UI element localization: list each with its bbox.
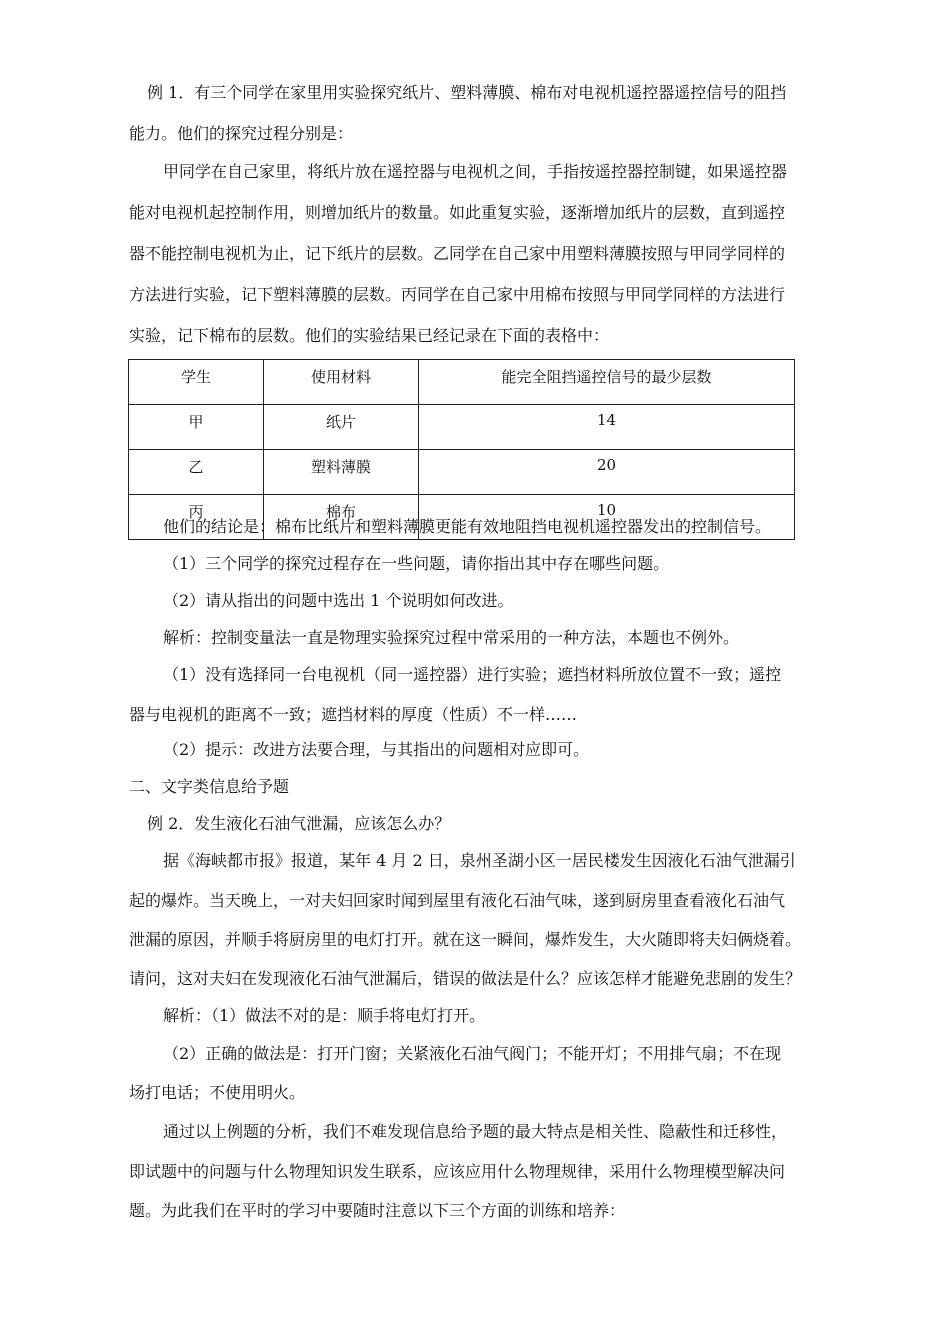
example2-paragraph-line2: 起的爆炸。当天晚上，一对夫妇回家时闻到屋里有液化石油气味，遂到厨房里查看液化石油气 [129,891,786,910]
table-header-cell: 学生 [129,360,264,405]
table-header-cell: 使用材料 [264,360,419,405]
example1-analysis: 解析：控制变量法一直是物理实验探究过程中常采用的一种方法，本题也不例外。 [163,628,740,647]
example2-answer1: 解析：（1）做法不对的是：顺手将电灯打开。 [163,1006,486,1025]
table-cell: 塑料薄膜 [264,450,419,495]
summary-line3: 题。为此我们在平时的学习中要随时注意以下三个方面的训练和培养： [129,1201,626,1220]
results-table [128,359,795,540]
example1-paragraph-line3: 器不能控制电视机为止，记下纸片的层数。乙同学在自己家中用塑料薄膜按照与甲同学同样的 [129,244,786,263]
example1-answer1-line2: 器与电视机的距离不一致；遮挡材料的厚度（性质）不一样…… [129,705,578,724]
table-cell: 甲 [129,405,264,450]
table-cell: 纸片 [264,405,419,450]
table-cell: 10 [419,495,795,540]
example2-answer2-line1: （2）正确的做法是：打开门窗；关紧液化石油气阀门；不能开灯；不用排气扇；不在现 [163,1044,782,1063]
table-header-row [129,360,795,405]
example1-answer2: （2）提示：改进方法要合理，与其指出的问题相对应即可。 [163,740,590,759]
example1-paragraph-line2: 能对电视机起控制作用，则增加纸片的数量。如此重复实验，逐渐增加纸片的层数，直到遥控 [129,203,786,222]
example1-conclusion: 他们的结论是：棉布比纸片和塑料薄膜更能有效地阻挡电视机遥控器发出的控制信号。 [163,517,772,536]
table-cell: 丙 [129,495,264,540]
table-header-cell: 能完全阻挡遥控信号的最少层数 [419,360,795,405]
example1-paragraph-line1: 甲同学在自己家里，将纸片放在遥控器与电视机之间，手指按遥控器控制键，如果遥控器 [163,162,788,181]
summary-line2: 即试题中的问题与什么物理知识发生联系，应该应用什么物理规律，采用什么物理模型解决问 [129,1162,786,1181]
example2-paragraph-line3: 泄漏的原因，并顺手将厨房里的电灯打开。就在这一瞬间，爆炸发生，大火随即将夫妇俩烧着。 [129,930,802,949]
example1-answer1-line1: （1）没有选择同一台电视机（同一遥控器）进行实验；遮挡材料所放位置不一致；遥控 [163,665,782,684]
example2-paragraph-line1: 据《海峡都市报》报道，某年 4 月 2 日，泉州圣湖小区一居民楼发生因液化石油气泄漏引 [163,851,796,870]
example2-answer2-line2: 场打电话；不使用明火。 [129,1083,306,1102]
table-cell: 20 [419,450,795,495]
table-cell: 乙 [129,450,264,495]
example1-question2: （2）请从指出的问题中选出 1 个说明如何改进。 [163,591,514,610]
table-row [129,450,795,495]
section2-heading: 二、文字类信息给予题 [129,777,290,796]
table-cell: 棉布 [264,495,419,540]
table-row [129,405,795,450]
table-cell: 14 [419,405,795,450]
example2-title: 例 2．发生液化石油气泄漏，应该怎么办？ [147,814,451,833]
example1-paragraph-line5: 实验，记下棉布的层数。他们的实验结果已经记录在下面的表格中： [129,326,610,345]
example1-intro-line1: 例 1．有三个同学在家里用实验探究纸片、塑料薄膜、棉布对电视机遥控器遥控信号的阻挡 [147,83,787,102]
example1-question1: （1）三个同学的探究过程存在一些问题，请你指出其中存在哪些问题。 [163,554,670,573]
example1-intro-line2: 能力。他们的探究过程分别是： [129,124,354,143]
example2-paragraph-line4: 请问，这对夫妇在发现液化石油气泄漏后，错误的做法是什么？应该怎样才能避免悲剧的发生？ [129,969,802,988]
summary-line1: 通过以上例题的分析，我们不难发现信息给予题的最大特点是相关性、隐蔽性和迁移性， [163,1122,788,1141]
example1-paragraph-line4: 方法进行实验，记下塑料薄膜的层数。丙同学在自己家中用棉布按照与甲同学同样的方法进行 [129,285,786,304]
